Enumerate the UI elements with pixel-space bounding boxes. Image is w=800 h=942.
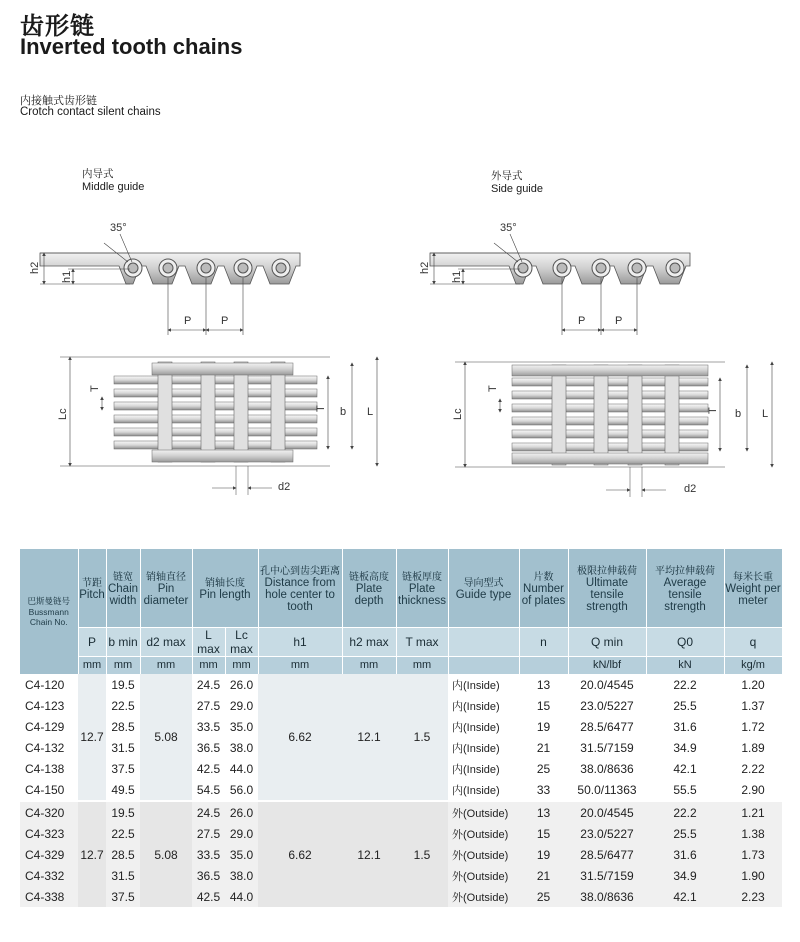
guide-value-en: (Inside): [463, 763, 500, 776]
sym-q0: Q0: [646, 627, 724, 656]
chain-no: C4-338: [20, 886, 78, 907]
unit-h1: mm: [258, 656, 342, 674]
n-value: 33: [519, 779, 568, 801]
weight-value: 2.90: [724, 779, 782, 801]
sym-q: Q min: [568, 627, 646, 656]
sym-h1: h1: [258, 627, 342, 656]
q-value: 28.5/6477: [568, 716, 646, 737]
chain-no: C4-323: [20, 823, 78, 844]
l-value: 33.5: [192, 844, 225, 865]
p-label-right-1: P: [578, 315, 586, 327]
col-average-en: Average tensile strength: [663, 577, 707, 614]
guide-value-cn: 内: [452, 784, 463, 797]
spec-table: [20, 549, 783, 907]
col-ultimate: [568, 549, 646, 627]
angle-label-left: 35°: [110, 222, 127, 234]
col-guide-type-en: Guide type: [455, 589, 512, 602]
guide-value-cn: 外: [452, 807, 463, 820]
header-row-symbols: [20, 627, 782, 656]
lc-value: 44.0: [225, 886, 258, 907]
table-row: [20, 801, 782, 823]
col-plate-depth-cn: 链板高度: [349, 572, 389, 584]
b-value: 28.5: [106, 716, 140, 737]
h1-value: 6.62: [258, 801, 342, 907]
col-guide-type-cn: 导向型式: [463, 578, 504, 590]
sym-t: T max: [396, 627, 448, 656]
guide-value-en: (Inside): [463, 700, 500, 713]
q0-value: 22.2: [646, 674, 724, 695]
b-label-right: b: [735, 408, 742, 420]
col-plate-thickness: [396, 549, 448, 627]
sym-guide: [448, 627, 519, 656]
guide-value: [448, 695, 519, 716]
col-ultimate-en: Ultimate tensile strength: [585, 577, 629, 614]
col-pitch-en: Pitch: [79, 589, 105, 602]
t-value: 1.5: [396, 674, 448, 801]
h1-value: 6.62: [258, 674, 342, 801]
guide-value-en: (Outside): [463, 870, 509, 883]
unit-t: mm: [396, 656, 448, 674]
lc-label-right: Lc: [452, 408, 464, 420]
guide-value-en: (Outside): [463, 849, 509, 862]
col-plates: [519, 549, 568, 627]
chain-no: C4-129: [20, 716, 78, 737]
guide-value-cn: 内: [452, 679, 463, 692]
pin-dia-value: 5.08: [140, 674, 192, 801]
q0-value: 42.1: [646, 758, 724, 779]
guide-value-cn: 外: [452, 849, 463, 862]
chain-no: C4-329: [20, 844, 78, 865]
h1-label-right: h1: [451, 270, 463, 283]
weight-value: 1.21: [724, 801, 782, 823]
header-row-names: [20, 549, 782, 627]
lc-value: 56.0: [225, 779, 258, 801]
l-label-left: L: [367, 406, 374, 418]
col-weight-en: Weight per meter: [725, 583, 781, 608]
subtitle-cn: 内接触式齿形链: [20, 94, 97, 107]
guide-value-cn: 外: [452, 828, 463, 841]
l-value: 42.5: [192, 886, 225, 907]
middle-guide-label-cn: 内导式: [82, 168, 114, 180]
p-label-right-2: P: [615, 315, 623, 327]
col-chain-width-en: Chain width: [107, 583, 139, 608]
side-guide-top-view: [452, 362, 772, 497]
lc-value: 44.0: [225, 758, 258, 779]
q0-value: 22.2: [646, 801, 724, 823]
lc-value: 35.0: [225, 844, 258, 865]
n-value: 15: [519, 695, 568, 716]
guide-value-cn: 内: [452, 700, 463, 713]
q0-value: 34.9: [646, 865, 724, 886]
q0-value: 42.1: [646, 886, 724, 907]
b-value: 22.5: [106, 823, 140, 844]
header-row-units: [20, 656, 782, 674]
d2-label-left: d2: [278, 481, 291, 493]
b-value: 49.5: [106, 779, 140, 801]
guide-value: [448, 844, 519, 865]
sym-h2: h2 max: [342, 627, 396, 656]
guide-value-en: (Outside): [463, 828, 509, 841]
q0-value: 25.5: [646, 823, 724, 844]
guide-value: [448, 758, 519, 779]
side-guide-side-view: [419, 222, 690, 335]
middle-guide-side-view: [29, 222, 300, 335]
t-label-left-2: T: [315, 405, 327, 412]
sym-pitch: P: [78, 627, 106, 656]
n-value: 19: [519, 844, 568, 865]
t-value: 1.5: [396, 801, 448, 907]
b-value: 37.5: [106, 886, 140, 907]
p-label-left-2: P: [221, 315, 229, 327]
unit-q: kN/lbf: [568, 656, 646, 674]
n-value: 21: [519, 865, 568, 886]
lc-label-left: Lc: [57, 408, 69, 420]
h1-label-left: h1: [61, 270, 73, 283]
l-value: 33.5: [192, 716, 225, 737]
q-value: 23.0/5227: [568, 695, 646, 716]
col-chain-no-en: Bussmann Chain No.: [28, 606, 69, 627]
unit-weight: kg/m: [724, 656, 782, 674]
q0-value: 25.5: [646, 695, 724, 716]
chain-no: C4-123: [20, 695, 78, 716]
h2-value: 12.1: [342, 801, 396, 907]
col-pin-diameter-cn: 销轴直径: [146, 572, 186, 584]
n-value: 13: [519, 674, 568, 695]
chain-no: C4-150: [20, 779, 78, 801]
unit-q0: kN: [646, 656, 724, 674]
n-value: 25: [519, 758, 568, 779]
l-value: 42.5: [192, 758, 225, 779]
q0-value: 34.9: [646, 737, 724, 758]
guide-value-en: (Outside): [463, 807, 509, 820]
unit-guide: [448, 656, 519, 674]
n-value: 25: [519, 886, 568, 907]
guide-value-cn: 内: [452, 742, 463, 755]
b-value: 28.5: [106, 844, 140, 865]
guide-value: [448, 865, 519, 886]
chain-no: C4-132: [20, 737, 78, 758]
q-value: 20.0/4545: [568, 674, 646, 695]
b-value: 37.5: [106, 758, 140, 779]
lc-value: 35.0: [225, 716, 258, 737]
col-pin-length-en: Pin length: [199, 589, 251, 602]
col-pitch: [78, 549, 106, 627]
sym-pin-diameter: d2 max: [140, 627, 192, 656]
n-value: 15: [519, 823, 568, 844]
side-guide-label-en: Side guide: [491, 183, 543, 195]
weight-value: 2.22: [724, 758, 782, 779]
q0-value: 31.6: [646, 716, 724, 737]
b-value: 19.5: [106, 674, 140, 695]
b-value: 22.5: [106, 695, 140, 716]
guide-value: [448, 823, 519, 844]
q-value: 38.0/8636: [568, 758, 646, 779]
weight-value: 1.37: [724, 695, 782, 716]
l-label-right: L: [762, 408, 769, 420]
t-label-right-2: T: [707, 407, 719, 414]
l-value: 36.5: [192, 865, 225, 886]
col-pin-diameter-en: Pin diameter: [143, 583, 189, 608]
q0-value: 55.5: [646, 779, 724, 801]
weight-value: 2.23: [724, 886, 782, 907]
d2-label-right: d2: [684, 483, 697, 495]
unit-n: [519, 656, 568, 674]
col-plate-thickness-en: Plate thickness: [398, 583, 446, 608]
q-value: 28.5/6477: [568, 844, 646, 865]
guide-value-cn: 内: [452, 763, 463, 776]
q-value: 31.5/7159: [568, 737, 646, 758]
pitch-value: 12.7: [78, 674, 106, 801]
middle-guide-top-view: [57, 357, 377, 495]
lc-value: 29.0: [225, 695, 258, 716]
chain-no: C4-320: [20, 801, 78, 823]
q-value: 31.5/7159: [568, 865, 646, 886]
sym-chain-width: b min: [106, 627, 140, 656]
sym-lc: Lc max: [225, 627, 258, 656]
guide-value-cn: 外: [452, 870, 463, 883]
sym-n: n: [519, 627, 568, 656]
t-label-left: T: [89, 385, 101, 392]
col-plates-en: Number of plates: [521, 583, 566, 608]
q-value: 20.0/4545: [568, 801, 646, 823]
chain-no: C4-332: [20, 865, 78, 886]
guide-value: [448, 674, 519, 695]
h2-label-right: h2: [419, 261, 431, 274]
guide-value: [448, 716, 519, 737]
unit-pin-diameter: mm: [140, 656, 192, 674]
guide-value: [448, 779, 519, 801]
unit-h2: mm: [342, 656, 396, 674]
col-pin-diameter: [140, 549, 192, 627]
col-pin-length: [192, 549, 258, 627]
unit-chain-width: mm: [106, 656, 140, 674]
l-value: 27.5: [192, 823, 225, 844]
weight-value: 1.89: [724, 737, 782, 758]
lc-value: 38.0: [225, 737, 258, 758]
q-value: 50.0/11363: [568, 779, 646, 801]
col-average-cn: 平均拉伸载荷: [655, 566, 715, 578]
q-value: 23.0/5227: [568, 823, 646, 844]
lc-value: 29.0: [225, 823, 258, 844]
col-h1-cn: 孔中心到齿尖距离: [260, 566, 340, 578]
n-value: 13: [519, 801, 568, 823]
l-value: 24.5: [192, 801, 225, 823]
guide-value: [448, 801, 519, 823]
chain-no: C4-120: [20, 674, 78, 695]
l-value: 54.5: [192, 779, 225, 801]
chain-no: C4-138: [20, 758, 78, 779]
col-chain-no-cn: 巴斯曼链号: [27, 596, 70, 607]
l-value: 24.5: [192, 674, 225, 695]
weight-value: 1.72: [724, 716, 782, 737]
col-weight-cn: 每米长重: [733, 572, 773, 584]
b-label-left: b: [340, 406, 347, 418]
col-h1-en: Distance from hole center to tooth: [264, 577, 336, 614]
col-h1: [258, 549, 342, 627]
guide-value: [448, 737, 519, 758]
t-label-right: T: [487, 385, 499, 392]
col-plate-thickness-cn: 链板厚度: [402, 572, 442, 584]
guide-value-en: (Outside): [463, 891, 509, 904]
guide-value-en: (Inside): [463, 784, 500, 797]
table-row: [20, 674, 782, 695]
angle-label-right: 35°: [500, 222, 517, 234]
col-chain-width: [106, 549, 140, 627]
b-value: 31.5: [106, 737, 140, 758]
col-pitch-cn: 节距: [82, 578, 102, 590]
b-value: 31.5: [106, 865, 140, 886]
sym-l: L max: [192, 627, 225, 656]
col-weight: [724, 549, 782, 627]
sym-weight: q: [724, 627, 782, 656]
middle-guide-label-en: Middle guide: [82, 181, 145, 193]
unit-lc: mm: [225, 656, 258, 674]
weight-value: 1.38: [724, 823, 782, 844]
guide-value-en: (Inside): [463, 679, 500, 692]
page-title-en: Inverted tooth chains: [20, 34, 243, 59]
unit-pitch: mm: [78, 656, 106, 674]
side-guide-label-cn: 外导式: [491, 170, 523, 182]
guide-value-cn: 内: [452, 721, 463, 734]
l-value: 27.5: [192, 695, 225, 716]
n-value: 21: [519, 737, 568, 758]
pin-dia-value: 5.08: [140, 801, 192, 907]
weight-value: 1.73: [724, 844, 782, 865]
col-plates-cn: 片数: [533, 572, 554, 584]
lc-value: 38.0: [225, 865, 258, 886]
pitch-value: 12.7: [78, 801, 106, 907]
n-value: 19: [519, 716, 568, 737]
col-average: [646, 549, 724, 627]
guide-value-cn: 外: [452, 891, 463, 904]
unit-l: mm: [192, 656, 225, 674]
l-value: 36.5: [192, 737, 225, 758]
col-pin-length-cn: 销轴长度: [205, 578, 245, 590]
col-plate-depth: [342, 549, 396, 627]
subtitle-en: Crotch contact silent chains: [20, 106, 161, 118]
col-chain-no: [20, 549, 78, 674]
col-plate-depth-en: Plate depth: [354, 583, 384, 608]
lc-value: 26.0: [225, 801, 258, 823]
p-label-left-1: P: [184, 315, 192, 327]
weight-value: 1.20: [724, 674, 782, 695]
q-value: 38.0/8636: [568, 886, 646, 907]
guide-value-en: (Inside): [463, 721, 500, 734]
guide-value: [448, 886, 519, 907]
b-value: 19.5: [106, 801, 140, 823]
guide-value-en: (Inside): [463, 742, 500, 755]
weight-value: 1.90: [724, 865, 782, 886]
col-ultimate-cn: 极限拉伸载荷: [577, 566, 637, 578]
col-chain-width-cn: 链宽: [113, 572, 133, 584]
h2-value: 12.1: [342, 674, 396, 801]
q0-value: 31.6: [646, 844, 724, 865]
h2-label-left: h2: [29, 261, 41, 274]
col-guide-type: [448, 549, 519, 627]
page-title-cn: 齿形链: [20, 12, 95, 40]
lc-value: 26.0: [225, 674, 258, 695]
